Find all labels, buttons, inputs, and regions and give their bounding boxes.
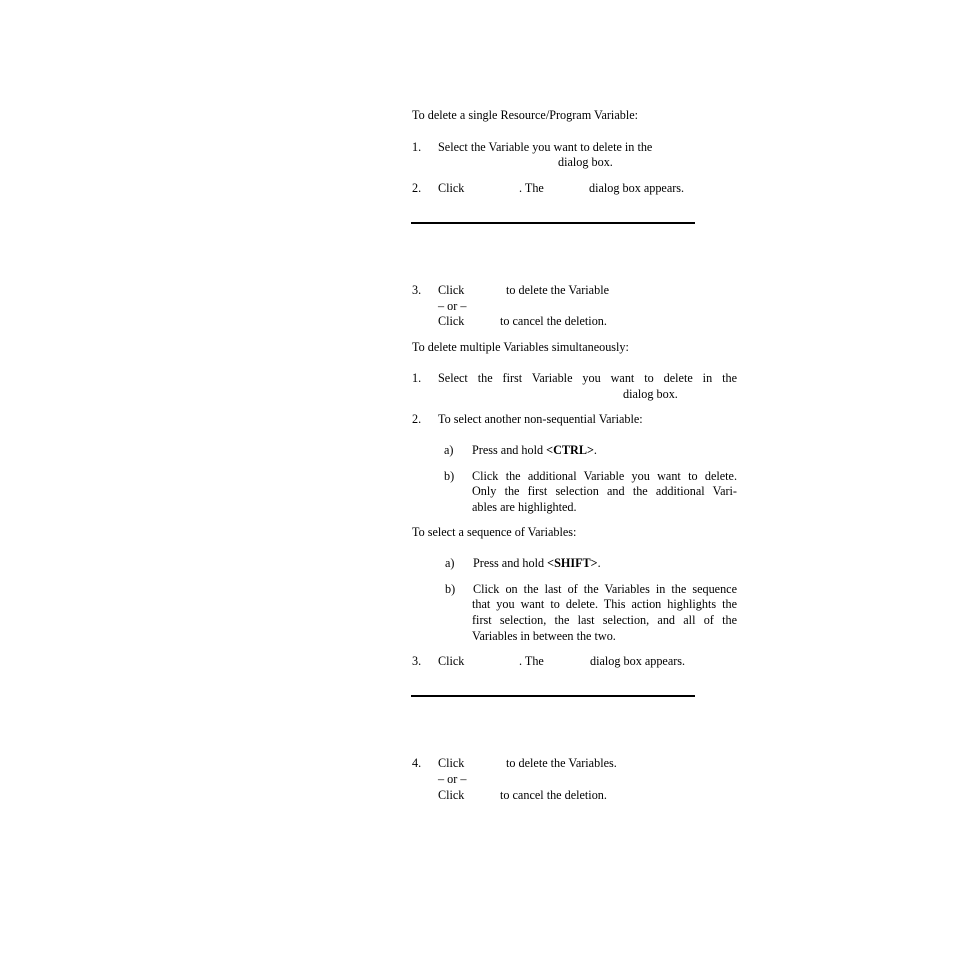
- single-step1-line2: dialog box.: [558, 155, 613, 169]
- sequence-substep-line1: Click on the last of the Variables in the sequence: [473, 582, 737, 596]
- multiple-step2-text: To select another non-sequential Variable:: [438, 412, 643, 426]
- multiple-step4-delete-text: to delete the Variables.: [506, 756, 617, 770]
- single-step1-line1: Select the Variable you want to delete in the: [438, 140, 653, 154]
- ctrl-substep-label: a): [444, 443, 454, 457]
- single-delete-intro: To delete a single Resource/Program Variable:: [412, 108, 639, 122]
- multiple-step4-number: 4.: [412, 756, 422, 770]
- shift-substep-label: a): [445, 556, 455, 570]
- additional-substep-label: b): [444, 469, 455, 483]
- multiple-step4-click-a: Click: [438, 756, 465, 770]
- single-step3-click-b: Click: [438, 314, 465, 328]
- multiple-step1-number: 1.: [412, 371, 422, 385]
- dialog-figure-placeholder-2: [411, 695, 695, 697]
- dialog-figure-placeholder-1: [411, 222, 695, 224]
- sequence-substep-line3: first selection, the last selection, and all of the: [472, 613, 737, 627]
- multiple-step3-appears: dialog box appears.: [590, 654, 686, 668]
- multiple-step3-number: 3.: [412, 654, 422, 668]
- multiple-step4-or: – or –: [438, 772, 467, 786]
- multiple-step4-cancel-text: to cancel the deletion.: [500, 788, 607, 802]
- multiple-step1-line2: dialog box.: [623, 387, 678, 401]
- sequence-intro: To select a sequence of Variables:: [412, 525, 577, 539]
- ctrl-substep-text: Press and hold <CTRL>.: [472, 443, 597, 457]
- ctrl-key: <CTRL>: [546, 443, 594, 457]
- shift-key: <SHIFT>: [547, 556, 598, 570]
- single-step3-or: – or –: [438, 299, 467, 313]
- single-step3-click-a: Click: [438, 283, 465, 297]
- single-step3-delete-text: to delete the Variable: [506, 283, 609, 297]
- sequence-substep-line2: that you want to delete. This action highlights the: [472, 597, 737, 611]
- sequence-substep-line4: Variables in between the two.: [472, 629, 616, 643]
- sequence-substep-label: b): [445, 582, 456, 596]
- additional-substep-line2: Only the first selection and the additional Vari-: [472, 484, 737, 498]
- multiple-step2-number: 2.: [412, 412, 422, 426]
- additional-substep-line1: Click the additional Variable you want to delete.: [472, 469, 737, 483]
- single-step2-appears: dialog box appears.: [589, 181, 685, 195]
- single-step2-the: . The: [519, 181, 544, 195]
- multiple-delete-intro: To delete multiple Variables simultaneously:: [412, 340, 629, 354]
- single-step3-number: 3.: [412, 283, 422, 297]
- single-step3-cancel-text: to cancel the deletion.: [500, 314, 607, 328]
- multiple-step3-the: . The: [519, 654, 544, 668]
- multiple-step1-line1: Select the first Variable you want to delete in the: [438, 371, 737, 385]
- single-step2-click: Click: [438, 181, 465, 195]
- multiple-step4-click-b: Click: [438, 788, 465, 802]
- single-step1-number: 1.: [412, 140, 422, 154]
- single-step2-number: 2.: [412, 181, 422, 195]
- shift-substep-text: Press and hold <SHIFT>.: [473, 556, 601, 570]
- additional-substep-line3: ables are highlighted.: [472, 500, 577, 514]
- multiple-step3-click: Click: [438, 654, 465, 668]
